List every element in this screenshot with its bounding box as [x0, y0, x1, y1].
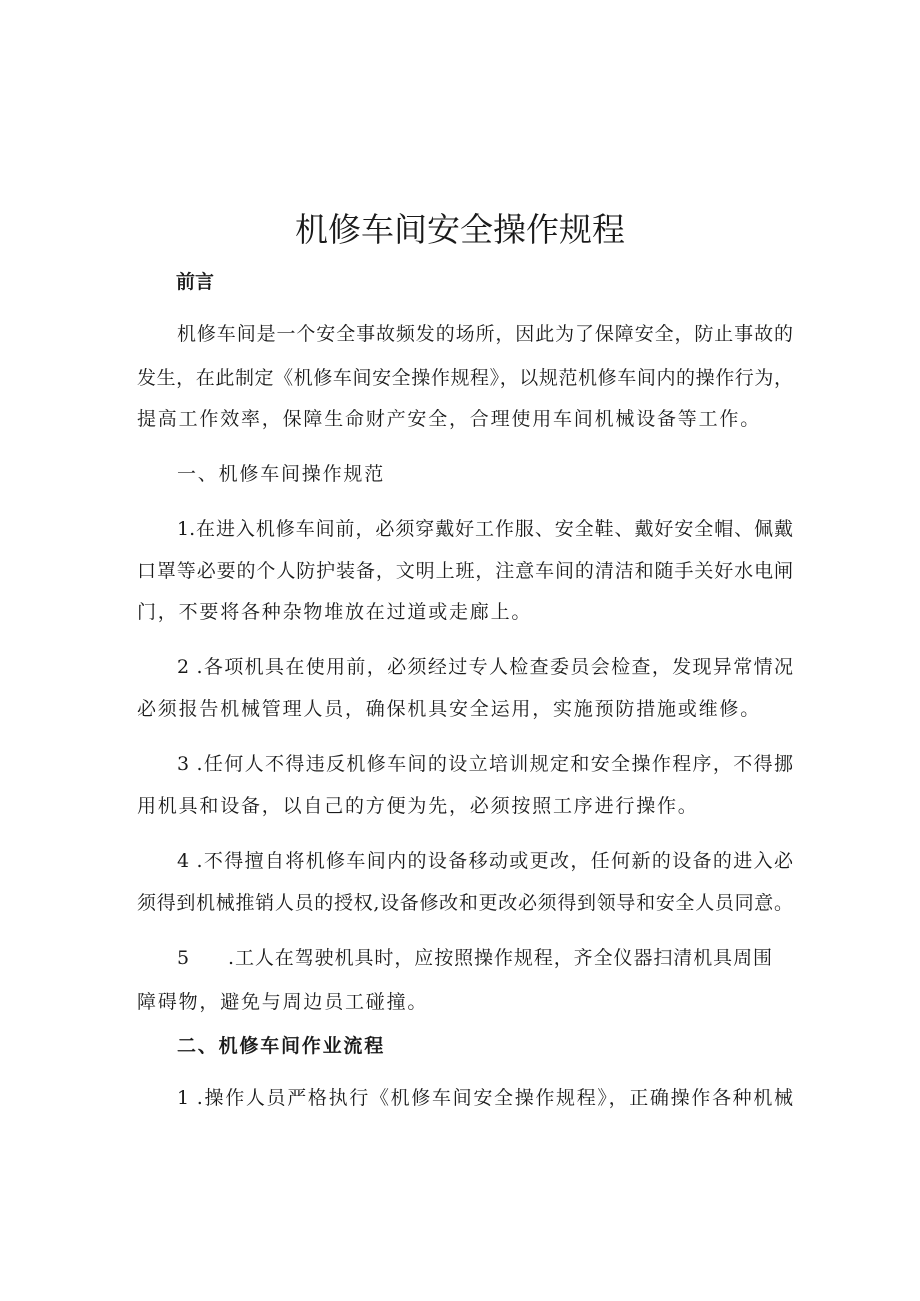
- item-2-line-2: 必须报告机械管理人员，确保机具安全运用，实施预防措施或维修。: [137, 698, 762, 720]
- item-3-line-1: 3 .任何人不得违反机修车间的设立培训规定和安全操作程序，不得挪: [177, 753, 793, 775]
- item-1-line-1: 1.在进入机修车间前，必须穿戴好工作服、安全鞋、戴好安全帽、佩戴: [177, 518, 793, 540]
- item-3-line-2: 用机具和设备，以自己的方便为先，必须按照工序进行操作。: [137, 795, 699, 817]
- section-2-heading: 二、机修车间作业流程: [177, 1035, 386, 1057]
- item-4-line-2: 须得到机械推销人员的授权,设备修改和更改必须得到领导和安全人员同意。: [137, 892, 793, 914]
- preface-line-3: 提高工作效率，保障生命财产安全，合理使用车间机械设备等工作。: [137, 408, 762, 430]
- item-5-line-2: 障碍物，避免与周边员工碰撞。: [137, 991, 429, 1013]
- item-4-line-1: 4 .不得擅自将机修车间内的设备移动或更改，任何新的设备的进入必: [177, 850, 793, 872]
- item-2-line-1: 2 .各项机具在使用前，必须经过专人检查委员会检查，发现异常情况: [177, 656, 793, 678]
- item-5-number: 5: [177, 947, 190, 969]
- item-5-line-1: .工人在驾驶机具时，应按照操作规程，齐全仪器扫清机具周围: [228, 947, 772, 969]
- preface-line-2: 发生，在此制定《机修车间安全操作规程》，以规范机修车间内的操作行为，: [137, 367, 793, 389]
- preface-heading: 前言: [176, 271, 215, 293]
- item-1-line-2: 口罩等必要的个人防护装备，文明上班，注意车间的清洁和随手关好水电闸: [137, 560, 793, 582]
- section-1-heading: 一、机修车间操作规范: [177, 463, 386, 485]
- preface-line-1: 机修车间是一个安全事故频发的场所，因此为了保障安全，防止事故的: [177, 323, 793, 345]
- document-title: 机修车间安全操作规程: [295, 210, 625, 249]
- section-2-item-1-line-1: 1 .操作人员严格执行《机修车间安全操作规程》，正确操作各种机械: [177, 1087, 793, 1109]
- item-1-line-3: 门，不要将各种杂物堆放在过道或走廊上。: [137, 601, 533, 623]
